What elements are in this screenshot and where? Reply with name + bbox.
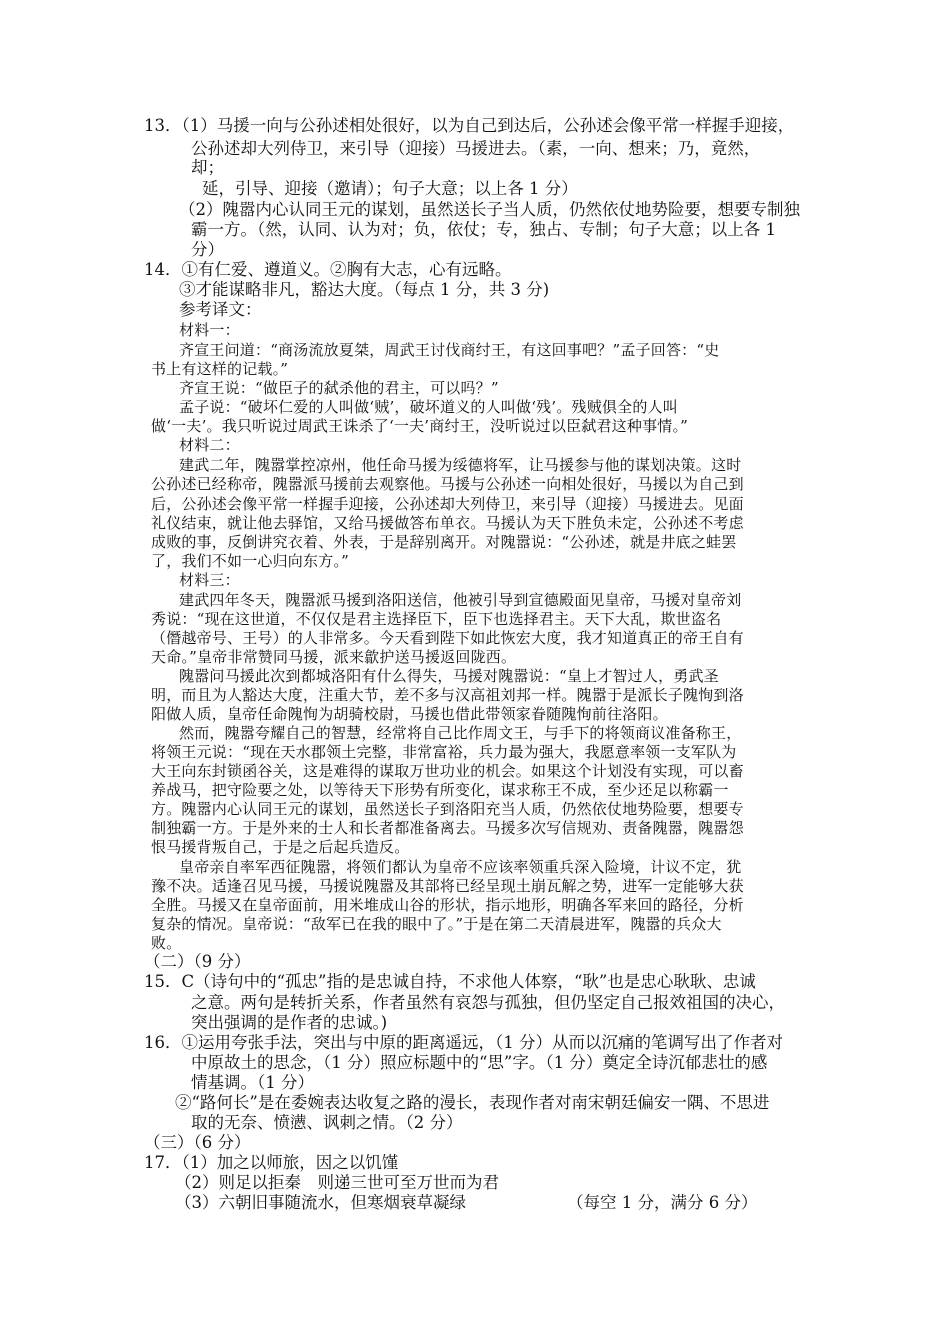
material-1-line: 书上有这样的记载。”	[151, 360, 289, 378]
q16-line-1: 16．①运用夸张手法，突出与中原的距离遥远，（1 分）从而以沉痛的笔调写出了作者对	[144, 1033, 783, 1052]
material-3-line: 败。	[151, 934, 182, 952]
material-1-line: 做‘一夫’。我只听说过周武王诛杀了‘一夫’商纣王，没听说过以臣弑君这种事情。”	[151, 417, 689, 435]
reference-translation-title: 参考译文：	[179, 300, 262, 319]
material-3-line: 恨马援背叛自己，于是之后起兵造反。	[151, 838, 410, 856]
q15-line-1: 15．C（诗句中的“孤忠”指的是忠诚自持，不求他人体察，“耿”也是忠心耿耿、忠诚	[144, 972, 756, 991]
q13-line-3: 却；	[191, 158, 224, 177]
material-3-title: 材料三：	[179, 571, 240, 589]
q16-line-5: 取的无奈、愤懑、讽刺之情。（2 分）	[191, 1113, 463, 1132]
material-3-line: （僭越帝号、王号）的人非常多。今天看到陛下如此恢宏大度，我才知道真正的帝王自有	[151, 629, 744, 647]
q13-line-2: 公孙述却大列侍卫，来引导（迎接）马援进去。（素，一向、想来；乃，竟然，	[191, 139, 761, 158]
q16-line-3: 情基调。（1 分）	[191, 1073, 314, 1092]
material-3-line: 养战马，把守险要之处，以等待天下形势有所变化，谋求称王不成，至少还足以称霸一	[151, 781, 729, 799]
material-3-line: 阳做人质，皇帝任命隗恂为胡骑校尉，马援也借此带领家眷随隗恂前往洛阳。	[151, 705, 668, 723]
q13-line-6: 霸一方。（然，认同、认为对；负，依仗；专，独占、专制；句子大意；以上各 1	[191, 220, 776, 239]
q13-line-1: 13．（1）马援一向与公孙述相处很好，以为自己到达后，公孙述会像平常一样握手迎接，	[144, 116, 795, 135]
material-2-line: 礼仪结束，就让他去驿馆，又给马援做答布单衣。马援认为天下胜负未定，公孙述不考虑	[151, 514, 744, 532]
material-2-line: 公孙述已经称帝，隗嚣派马援前去观察他。马援与公孙述一向相处很好，马援以为自己到	[151, 475, 744, 493]
material-3-line: 大王向东封锁函谷关，这是难得的谋取万世功业的机会。如果这个计划没有实现，可以畜	[151, 762, 744, 780]
q15-line-2: 之意。两句是转折关系，作者虽然有哀怨与孤独，但仍坚定自己报效祖国的决心，	[191, 993, 785, 1012]
material-2-line: 成败的事，反倒讲究衣着、外表，于是辞别离开。对隗嚣说：“公孙述，就是井底之蛙罢	[151, 533, 737, 551]
q13-line-7: 分）	[191, 240, 224, 259]
material-1-title: 材料一：	[179, 321, 240, 339]
material-1-line: 齐宣王问道：“商汤流放夏桀，周武王讨伐商纣王，有这回事吧？”孟子回答：“史	[179, 341, 720, 359]
q17-line-2: （2）则足以拒秦 则递三世可至万世而为君	[175, 1173, 499, 1192]
q17-line-1: 17．（1）加之以师旅，因之以饥馑	[144, 1153, 399, 1172]
material-2-title: 材料二：	[179, 436, 240, 454]
material-3-line: 皇帝亲自率军西征隗嚣，将领们都认为皇帝不应该率领重兵深入险境，计议不定，犹	[179, 858, 742, 876]
q14-line-2: ③才能谋略非凡，豁达大度。（每点 1 分，共 3 分)	[179, 280, 550, 299]
material-2-line: 后，公孙述会像平常一样握手迎接，公孙述却大列侍卫，来引导（迎接）马援进去。见面	[151, 495, 744, 513]
material-3-line: 复杂的情况。皇帝说：“敌军已在我的眼中了。”于是在第二天清晨进军，隗嚣的兵众大	[151, 915, 722, 933]
material-3-line: 制独霸一方。于是外来的士人和长者都准备离去。马援多次写信规劝、责备隗嚣，隗嚣怨	[151, 819, 744, 837]
material-1-line: 孟子说：“破坏仁爱的人叫做‘贼’，破坏道义的人叫做‘残’。残贼俱全的人叫	[179, 398, 678, 416]
material-3-line: 明，而且为人豁达大度，注重大节，差不多与汉高祖刘邦一样。隗嚣于是派长子隗恂到洛	[151, 686, 744, 704]
material-3-line: 然而，隗嚣夸耀自己的智慧，经常将自己比作周文王，与手下的将领商议准备称王，	[179, 724, 742, 742]
material-2-line: 了，我们不如一心归向东方。”	[151, 552, 349, 570]
material-3-line: 隗嚣问马援此次到都城洛阳有什么得失，马援对隗嚣说：“皇上才智过人，勇武圣	[179, 667, 719, 685]
q13-line-4: 延，引导、迎接（邀请）；句子大意；以上各 1 分）	[202, 179, 578, 198]
material-3-line: 全胜。马援又在皇帝面前，用米堆成山谷的形状，指示地形，明确各军来回的路径，分析	[151, 896, 744, 914]
material-3-line: 建武四年冬天，隗嚣派马援到洛阳送信，他被引导到宣德殿面见皇帝，马援对皇帝刘	[179, 591, 742, 609]
material-2-line: 建武二年，隗嚣掌控凉州，他任命马援为绥德将军，让马援参与他的谋划决策。这时	[179, 456, 742, 474]
material-3-line: 方。隗嚣内心认同王元的谋划，虽然送长子到洛阳充当人质，仍然依仗地势险要，想要专	[151, 800, 744, 818]
material-1-line: 齐宣王说：“做臣子的弑杀他的君主，可以吗？”	[179, 379, 499, 397]
material-3-line: 将领王元说：“现在天水郡领土完整，非常富裕，兵力最为强大，我愿意率领一支军队为	[151, 743, 737, 761]
q13-line-5: （2）隗嚣内心认同王元的谋划，虽然送长子当人质，仍然依仗地势险要，想要专制独	[179, 200, 800, 219]
q14-line-1: 14．①有仁爱、遵道义。②胸有大志，心有远略。	[144, 260, 512, 279]
q15-line-3: 突出强调的是作者的忠诚。)	[191, 1013, 388, 1032]
material-3-line: 豫不决。适逢召见马援，马援说隗嚣及其部将已经呈现土崩瓦解之势，进军一定能够大获	[151, 877, 744, 895]
material-3-line: 秀说：“现在这世道，不仅仅是君主选择臣下，臣下也选择君主。天下大乱，欺世盗名	[151, 610, 722, 628]
section-2-heading: （二）（9 分）	[144, 952, 251, 971]
section-3-heading: （三）（6 分）	[144, 1133, 251, 1152]
material-3-line: 天命。”皇帝非常赞同马援，派来歙护送马援返回陇西。	[151, 648, 517, 666]
q16-line-4: ②“路何长”是在委婉表达收复之路的漫长，表现作者对南宋朝廷偏安一隅、不思进	[175, 1093, 770, 1112]
q17-line-3: （3）六朝旧事随流水，但寒烟衰草凝绿	[175, 1193, 466, 1212]
q17-score-note: （每空 1 分，满分 6 分）	[567, 1193, 758, 1212]
q16-line-2: 中原故土的思念，（1 分）照应标题中的“思”字。（1 分）奠定全诗沉郁悲壮的感	[191, 1053, 768, 1072]
